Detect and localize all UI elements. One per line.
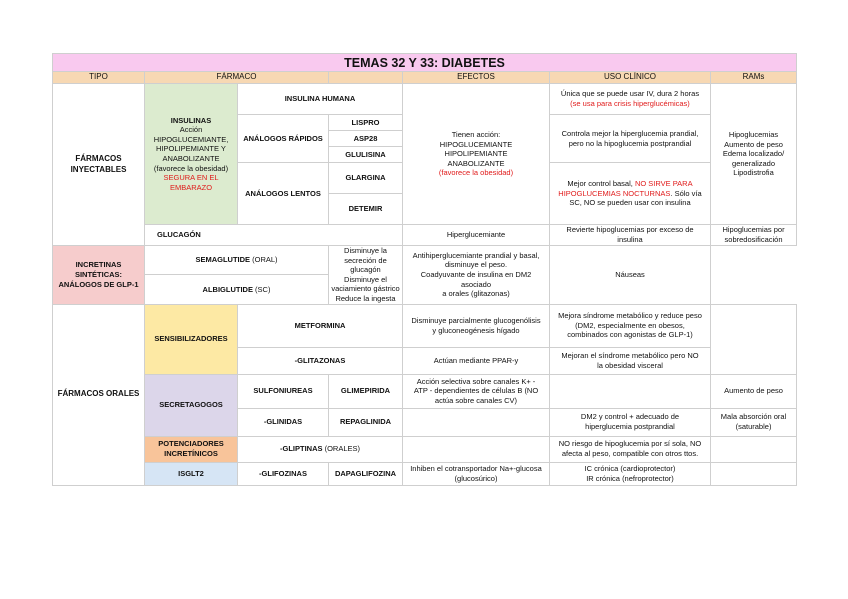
uso-text: a orales (glitazonas)	[442, 289, 510, 299]
uso-analogos-lentos	[550, 163, 711, 225]
semaglutide-name: SEMAGLUTIDE	[195, 255, 251, 265]
uso-insulina-humana	[550, 84, 711, 115]
albiglutide-route: (SC)	[252, 284, 271, 294]
glucagon-uso	[550, 225, 711, 246]
uso-text: SC, NO se pueden usar con insulina	[569, 198, 691, 208]
albiglutide-name: ALBIGLUTIDE	[202, 284, 253, 294]
uso-text: Revierte hipoglucemias por exceso de	[566, 225, 694, 235]
semaglutide-route: (ORAL)	[250, 255, 278, 265]
uso-text: DM2 y control + adecuado de	[580, 412, 680, 422]
efectos-text: Tienen acción:	[451, 130, 501, 140]
uso-text: afecta al peso, compatible con otros ttos.	[561, 449, 699, 459]
header-uso-clinico: USO CLÍNICO	[550, 72, 711, 84]
insulinas-desc: (favorece la obesidad)	[153, 163, 229, 173]
gliptinas-name: -GLIPTINAS	[279, 444, 323, 454]
efectos-text: Acción selectiva sobre canales K+ -	[416, 376, 536, 386]
title-row	[53, 54, 797, 72]
glitazonas-uso	[550, 347, 711, 374]
efectos-text: y gluconeogénesis hígado	[432, 325, 520, 335]
table-row	[53, 374, 797, 408]
gliptinas-efectos	[403, 436, 550, 462]
uso-text: (se usa para crisis hiperglucémicas)	[570, 99, 690, 108]
insulinas-name: INSULINAS	[170, 115, 212, 125]
tipo-inyectables-label: FÁRMACOS INYECTABLES	[70, 154, 127, 174]
incretinas-cell	[53, 246, 145, 305]
uso-text-red: HIPOGLUCEMIAS NOCTURNAS	[558, 188, 671, 198]
glitazonas-efectos: Actúan mediante PPAR-y	[403, 347, 550, 374]
uso-text: . Sólo vía	[670, 188, 702, 198]
isglt2-rams	[711, 462, 797, 485]
metformina: METFORMINA	[238, 304, 403, 347]
efectos-text: ATP - dependientes de células B (NO	[413, 386, 539, 396]
uso-text: Mejora síndrome metabólico y reduce peso	[558, 311, 702, 321]
efectos-text: (favorece la obesidad)	[438, 168, 514, 178]
efectos-text: Inhiben el cotransportador Na+-glucosa	[410, 463, 542, 473]
metformina-efectos	[403, 304, 550, 347]
efectos-text: HIPOLIPEMIANTE	[444, 149, 508, 159]
glargina: GLARGINA	[329, 163, 403, 194]
insulina-humana: INSULINA HUMANA	[238, 84, 403, 115]
diabetes-table	[52, 53, 797, 486]
uso-text: Controla mejor la hiperglucemia prandial,	[561, 128, 699, 138]
rams-text: Mala absorción oral	[720, 412, 787, 422]
incretinas-efectos	[329, 246, 403, 305]
glimepirida: GLIMEPIRIDA	[329, 374, 403, 408]
rams-text: Hipoglucemias por	[722, 225, 785, 235]
uso-text: IR crónica (nefroprotector)	[586, 473, 674, 483]
rams-text: Lipodistrofia	[733, 168, 774, 178]
rams-text: Aumento de peso	[724, 139, 783, 149]
repaglinida: REPAGLINIDA	[329, 408, 403, 436]
efectos-text: Reduce la ingesta	[335, 293, 396, 303]
uso-text: disminuye el peso.	[444, 260, 508, 270]
potenciadores-name: INCRETÍNICOS	[164, 449, 218, 459]
insulinas-desc: HIPOGLUCEMIANTE,	[153, 134, 229, 144]
sulfonilureas-uso	[550, 374, 711, 408]
uso-text: Única que se puede usar IV, dura 2 horas	[560, 89, 700, 99]
efectos-text: Disminuye la secreción de glucagón	[344, 246, 387, 275]
gliptinas-route: (ORALES)	[322, 444, 360, 454]
gliptinas-uso	[550, 436, 711, 462]
sensibilizadores-rams	[711, 304, 797, 374]
insulinas-rams	[711, 84, 797, 225]
uso-analogos-rapidos	[550, 115, 711, 163]
uso-text-red: NO SIRVE PARA	[634, 179, 693, 189]
table-row	[53, 304, 797, 347]
efectos-text: Disminuye parcialmente glucogenólisis	[411, 315, 541, 325]
table-row	[53, 225, 797, 246]
glulisina: GLULISINA	[329, 147, 403, 163]
tipo-orales	[53, 304, 145, 485]
header-blank	[329, 72, 403, 84]
uso-text: hiperglucemia postprandial	[585, 422, 675, 432]
incretinas-name: INCRETINAS	[75, 260, 122, 270]
efectos-text: actúa sobre canales CV)	[434, 395, 518, 405]
uso-text: NO riesgo de hipoglucemia por sí sola, NO	[558, 439, 702, 449]
potenciadores-cell	[145, 436, 238, 462]
sensibilizadores-cell: SENSIBILIZADORES	[145, 304, 238, 374]
rams-text: (saturable)	[735, 422, 772, 432]
insulinas-desc: HIPOLIPEMIANTE Y	[156, 144, 226, 154]
sulfonilureas-rams: Aumento de peso	[711, 374, 797, 408]
efectos-text: HIPOGLUCEMIANTE	[439, 139, 513, 149]
insulinas-desc: ANABOLIZANTE	[162, 154, 220, 163]
analogos-lentos: ANÁLOGOS LENTOS	[238, 163, 329, 225]
isglt2-cell: ISGLT2	[145, 462, 238, 485]
insulinas-desc: Acción	[179, 125, 203, 135]
uso-text: la obesidad visceral	[597, 360, 663, 370]
dapagliflozina: DAPAGLIFOZINA	[329, 462, 403, 485]
header-rams: RAMs	[711, 72, 797, 84]
potenciadores-name: POTENCIADORES	[158, 439, 224, 449]
table-row	[53, 84, 797, 115]
lispro: LISPRO	[329, 115, 403, 131]
table-row	[53, 246, 797, 275]
document-sheet	[52, 53, 796, 486]
uso-text: pero no la hipoglucemia postprandial	[568, 138, 692, 148]
uso-text: Mejoran el síndrome metabólico pero NO	[561, 350, 699, 360]
incretinas-uso	[403, 246, 550, 305]
albiglutide	[145, 275, 329, 304]
header-tipo: TIPO	[53, 72, 145, 84]
header-efectos: EFECTOS	[403, 72, 550, 84]
gliflozinas: -GLIFOZINAS	[238, 462, 329, 485]
insulinas-cell	[145, 84, 238, 225]
insulinas-embarazo: SEGURA EN EL	[163, 173, 219, 183]
table-row	[53, 462, 797, 485]
metformina-uso	[550, 304, 711, 347]
asp28: ASP28	[329, 131, 403, 147]
uso-text: (DM2, especialmente en obesos,	[575, 320, 685, 330]
efectos-text: ANABOLIZANTE	[447, 158, 505, 168]
gliptinas	[238, 436, 403, 462]
analogos-rapidos: ANÁLOGOS RÁPIDOS	[238, 115, 329, 163]
uso-text: insulina	[617, 235, 643, 244]
insulinas-embarazo: EMBARAZO	[169, 182, 213, 192]
uso-text: Mejor control basal,	[567, 179, 633, 189]
rams-text: Edema localizado/	[722, 149, 785, 159]
sulfonilureas-efectos	[403, 374, 550, 408]
incretinas-name: SINTÉTICAS:	[74, 269, 123, 279]
isglt2-uso	[550, 462, 711, 485]
glucagon-efectos: Hiperglucemiante	[403, 225, 550, 246]
incretinas-name: ANÁLOGOS DE GLP-1	[58, 279, 139, 289]
glinidas-efectos	[403, 408, 550, 436]
glucagon: GLUCAGÓN	[145, 225, 403, 246]
efectos-text: (glucosúrico)	[454, 473, 498, 483]
glitazonas: -GLITAZONAS	[238, 347, 403, 374]
rams-text: Hipoglucemias	[728, 130, 779, 140]
page-title: TEMAS 32 Y 33: DIABETES	[53, 54, 797, 72]
tipo-orales-label: FÁRMACOS ORALES	[57, 389, 140, 399]
sulfonilureas: SULFONIUREAS	[238, 374, 329, 408]
incretinas-rams: Náuseas	[550, 246, 711, 305]
uso-text: Antihiperglucemiante prandial y basal,	[412, 250, 540, 260]
glinidas: -GLINIDAS	[238, 408, 329, 436]
uso-text: Coadyuvante de insulina en DM2 asociado	[420, 269, 532, 289]
glucagon-rams	[711, 225, 797, 246]
uso-text: IC crónica (cardioprotector)	[584, 463, 676, 473]
secretagogos-cell: SECRETAGOGOS	[145, 374, 238, 436]
table-row	[53, 436, 797, 462]
glinidas-rams	[711, 408, 797, 436]
rams-text: generalizado	[732, 158, 775, 168]
glinidas-uso	[550, 408, 711, 436]
efectos-text: Disminuye el vaciamiento gástrico	[331, 274, 400, 294]
gliptinas-rams	[711, 436, 797, 462]
semaglutide	[145, 246, 329, 275]
tipo-inyectables	[53, 84, 145, 246]
detemir: DETEMIR	[329, 194, 403, 225]
rams-text: sobredosificación	[724, 235, 783, 244]
uso-text: combinados con agonistas de GLP-1)	[567, 330, 693, 340]
insulinas-efectos	[403, 84, 550, 225]
isglt2-efectos	[403, 462, 550, 485]
header-row	[53, 72, 797, 84]
header-farmaco: FÁRMACO	[145, 72, 329, 84]
